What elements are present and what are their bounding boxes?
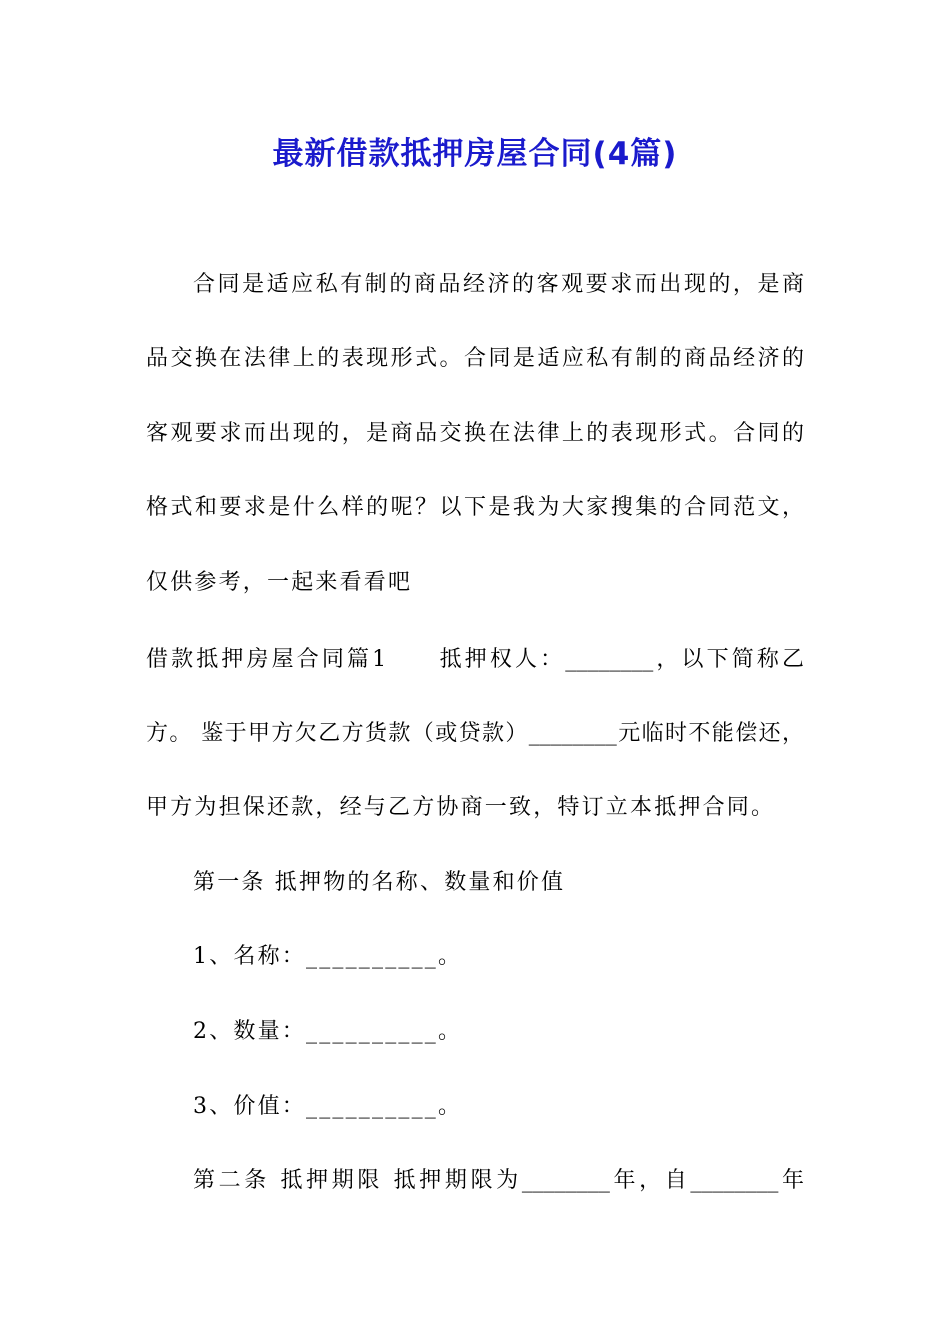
intro-line-1: 合同是适应私有制的商品经济的客观要求而出现的，是商	[193, 272, 804, 297]
intro-line-3: 客观要求而出现的，是商品交换在法律上的表现形式。合同的	[146, 421, 804, 446]
contract-line-2: 方。 鉴于甲方欠乙方货款（或贷款）________元临时不能偿还，	[146, 721, 804, 746]
intro-line-5: 仅供参考，一起来看看吧	[146, 570, 413, 595]
intro-line-2: 品交换在法律上的表现形式。合同是适应私有制的商品经济的	[146, 346, 804, 371]
article-1-item-value: 3、价值：__________。	[193, 1094, 463, 1119]
contract-heading-line: 借款抵押房屋合同篇1 抵押权人：________，以下简称乙	[146, 647, 804, 672]
document-title: 最新借款抵押房屋合同(4篇)	[272, 136, 678, 172]
article-2-line: 第二条 抵押期限 抵押期限为________年，自________年	[193, 1168, 804, 1193]
article-1-item-name: 1、名称：__________。	[193, 944, 463, 969]
intro-line-4: 格式和要求是什么样的呢？以下是我为大家搜集的合同范文，	[146, 495, 804, 520]
article-1-heading: 第一条 抵押物的名称、数量和价值	[193, 870, 566, 895]
article-1-item-quantity: 2、数量：__________。	[193, 1019, 463, 1044]
contract-line-3: 甲方为担保还款，经与乙方协商一致，特订立本抵押合同。	[146, 795, 776, 820]
